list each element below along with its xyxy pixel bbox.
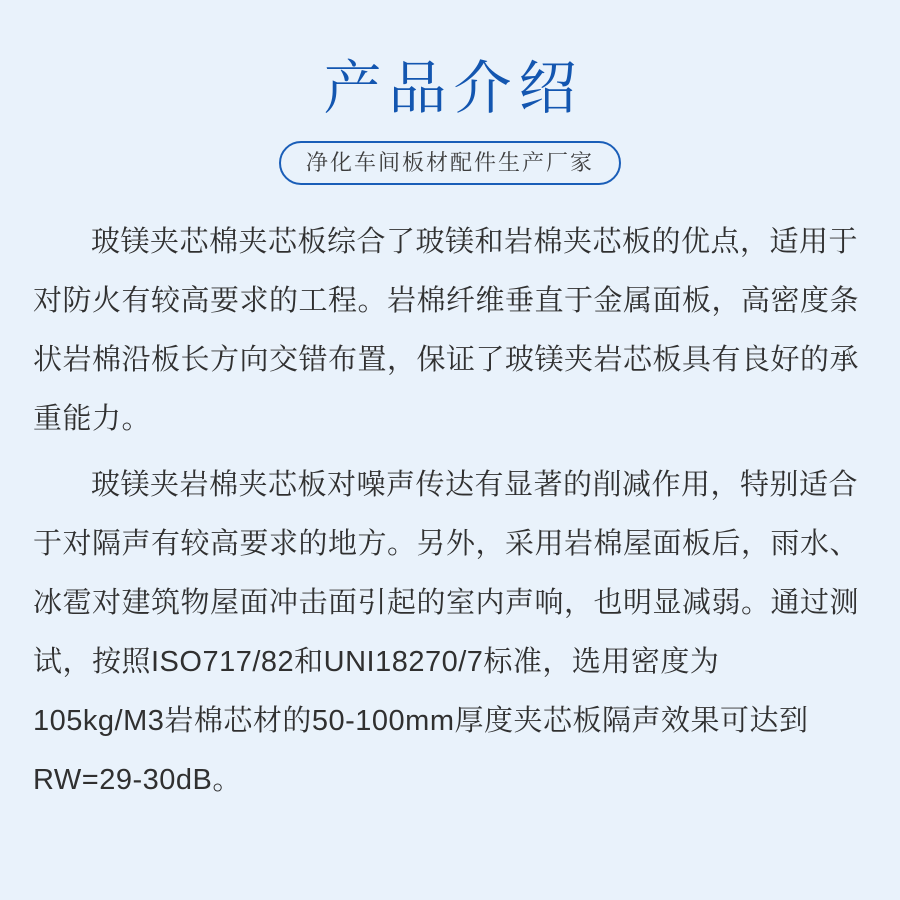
paragraph-2: [33, 456, 867, 810]
text-line: 105kg/M3岩棉芯材的50-100mm厚度夹芯板隔声效果可达到: [33, 705, 809, 738]
text-line: 重能力。: [33, 403, 152, 436]
text-line: RW=29-30dB。: [33, 764, 242, 797]
page-header: [0, 0, 900, 185]
text-line: 对防火有较高要求的工程。岩棉纤维垂直于金属面板，高密度条: [33, 285, 860, 318]
text-line: 状岩棉沿板长方向交错布置，保证了玻镁夹岩芯板具有良好的承: [33, 344, 860, 377]
text-line: 玻镁夹芯棉夹芯板综合了玻镁和岩棉夹芯板的优点，适用于: [91, 226, 859, 259]
text-line: 冰雹对建筑物屋面冲击面引起的室内声响，也明显减弱。通过测: [33, 587, 860, 620]
paragraph-1: [33, 213, 867, 449]
product-description: [0, 185, 900, 810]
text-line: 玻镁夹岩棉夹芯板对噪声传达有显著的削减作用，特别适合: [91, 469, 859, 502]
text-line: 于对隔声有较高要求的地方。另外，采用岩棉屋面板后，雨水、: [33, 528, 860, 561]
subtitle-badge: 净化车间板材配件生产厂家: [279, 141, 621, 185]
page-title: 产品介绍: [323, 56, 584, 121]
text-line: 试，按照ISO717/82和UNI18270/7标准，选用密度为: [33, 646, 720, 679]
